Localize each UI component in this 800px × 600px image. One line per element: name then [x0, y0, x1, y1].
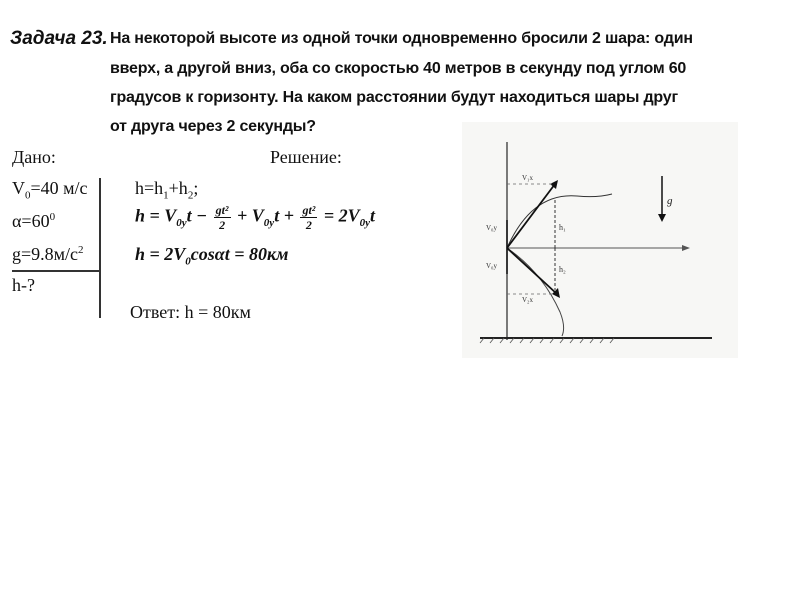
- given-alpha: $\alpha=60^0$: [12, 211, 56, 231]
- upward-trajectory: [507, 194, 612, 248]
- given-divider: [12, 270, 99, 272]
- given-v0: $V_0=40$ м/с: [12, 178, 88, 202]
- solution-header: Решение:: [270, 147, 342, 167]
- fraction-2: $\frac{\text{gt²}}{2}$: [302, 203, 316, 232]
- trajectory-diagram-svg: [462, 122, 738, 358]
- solution-eq2: $h = V_{0y}t$ − $\frac{\text{gt²}}{2}$ + $V_{0y}t$ + $\frac{\text{gt²}}{2}$ = $2V_{0y}t$: [135, 203, 376, 232]
- trajectory-diagram: [462, 122, 738, 358]
- given-header: Дано:: [12, 147, 56, 167]
- solution-eq1: $h=h_1+h_2$;: [135, 178, 199, 202]
- fraction-1: $\frac{\text{gt²}}{2}$: [215, 203, 229, 232]
- problem-line-2: вверх, а другой вниз, оба со скоростью 40 метров в секунду под углом 60: [110, 60, 687, 77]
- gravity-arrow: [658, 214, 666, 222]
- upward-velocity-vector: [507, 184, 555, 248]
- given-g: $g=9.8м/с^2$: [12, 244, 84, 264]
- h1-label: h₁: [559, 223, 566, 232]
- v1x-label: V₁x: [522, 174, 533, 182]
- solution-answer: Ответ: h = 80км: [130, 302, 251, 322]
- v0y-down-label: V₀y: [486, 262, 497, 270]
- v0y-up-label: V₀y: [486, 224, 497, 232]
- h2-label: h₂: [559, 265, 566, 274]
- horizontal-axis-arrow: [682, 245, 690, 251]
- problem-line-4: от друга через 2 секунды?: [110, 118, 316, 135]
- gravity-label: g: [667, 195, 673, 207]
- given-find: h-?: [12, 275, 35, 295]
- solution-eq3: $h = 2V_0\cos\alpha t = 80км$: [135, 244, 289, 268]
- given-vertical-divider: [99, 178, 101, 318]
- v2x-label: V₂x: [522, 296, 533, 304]
- downward-velocity-vector: [507, 248, 557, 294]
- problem-line-1: На некоторой высоте из одной точки одновременно бросили 2 шара: один: [110, 30, 693, 47]
- problem-label: Задача 23.: [10, 28, 108, 49]
- problem-line-3: градусов к горизонту. На каком расстоянии будут находиться шары друг: [110, 89, 678, 106]
